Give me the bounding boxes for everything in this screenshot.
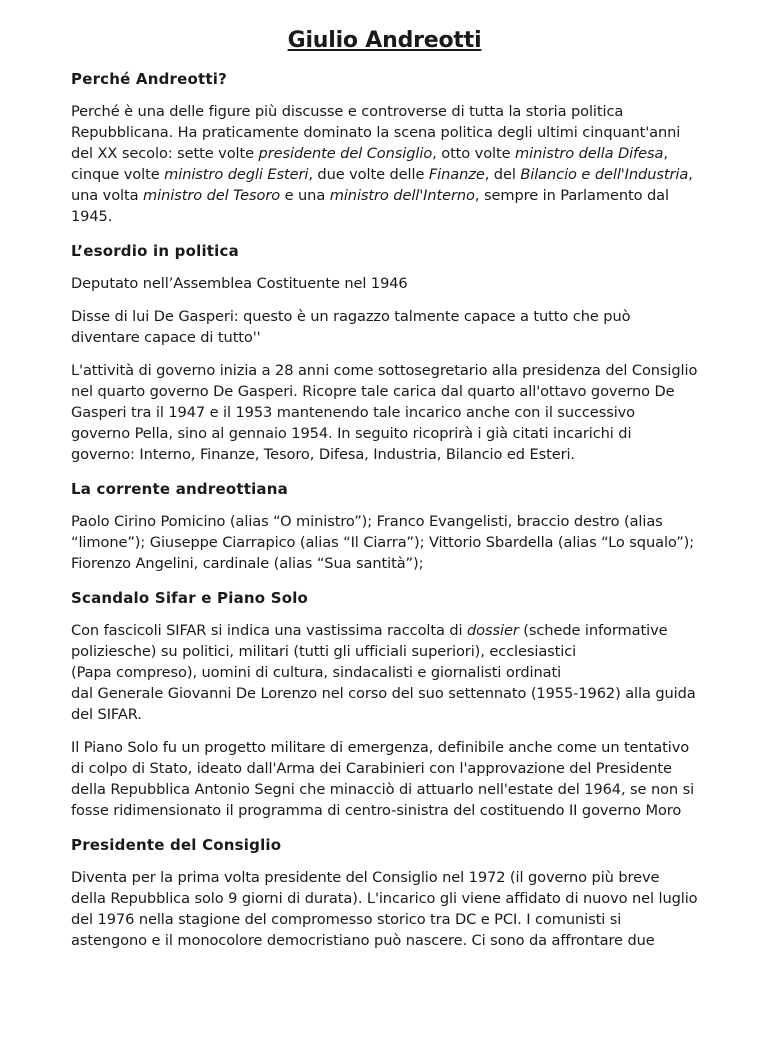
paragraph-piano-solo: Il Piano Solo fu un progetto militare di emergenza, definibile anche come un tentativo di colpo di Stato, ideato dall'Arma dei Carabinieri con l'approvazione del Presidente della Repubblica Antonio Segni che minacciò di attuarlo nell'estate del 1964, se non si fosse ridimensionato il programma di centro-sinistra del costituendo II governo Moro [71, 739, 695, 819]
section-heading-perche: Perché Andreotti? [71, 70, 228, 88]
paragraph-attivita-governo: L'attività di governo inizia a 28 anni come sottosegretario alla presidenza del Consiglio nel quarto governo De Gasperi. Ricopre tale carica dal quarto all'ottavo governo De Gasperi tra il 1947 e il 1953 mantenendo tale incarico anche con il successivo governo Pella, sino al gennaio 1954. In seguito ricoprirà i già citati incarichi di governo: Interno, Finanze, Tesoro, Difesa, Industria, Bilancio ed Esteri. [71, 362, 698, 463]
section-heading-sifar: Scandalo Sifar e Piano Solo [71, 589, 309, 607]
document-title: Giulio Andreotti [287, 28, 482, 53]
section-heading-esordio: L’esordio in politica [71, 242, 239, 260]
paragraph-presidente: Diventa per la prima volta presidente del Consiglio nel 1972 (il governo più breve della Repubblica solo 9 giorni di durata). L'incarico gli viene affidato di nuovo nel luglio del 1976 nella stagione del compromesso storico tra DC e PCI. I comunisti si astengono e il monocolore democristiano può nascere. Ci sono da affrontare due [71, 869, 698, 949]
paragraph-perche: Perché è una delle figure più discusse e controverse di tutta la storia politica Repubblicana. Ha praticamente dominato la scena politica degli ultimi cinquant'anni del XX secolo: sette volte presidente del Consiglio, otto volte ministro della Difesa, cinque volte ministro degli Esteri, due volte delle Finanze, del Bilancio e dell'Industria, una volta ministro del Tesoro e una ministro dell'Interno, sempre in Parlamento dal 1945. [71, 103, 693, 225]
paragraph-deputato: Deputato nell’Assemblea Costituente nel 1946 [71, 275, 408, 292]
paragraph-de-gasperi-quote: Disse di lui De Gasperi: questo è un ragazzo talmente capace a tutto che può diventare capace di tutto'' [71, 308, 631, 346]
paragraph-sifar: Con fascicoli SIFAR si indica una vastissima raccolta di dossier (schede informative poliziesche) su politici, militari (tutti gli ufficiali superiori), ecclesiastici (Papa compreso), uomini di cultura, sindacalisti e giornalisti ordinati dal Generale Giovanni De Lorenzo nel corso del suo settennato (1955-1962) alla guida del SIFAR. [71, 622, 696, 723]
section-heading-corrente: La corrente andreottiana [71, 480, 288, 498]
section-heading-presidente: Presidente del Consiglio [71, 836, 282, 854]
document-page [0, 28, 768, 1052]
paragraph-corrente: Paolo Cirino Pomicino (alias “O ministro”); Franco Evangelisti, braccio destro (alias “limone”); Giuseppe Ciarrapico (alias “Il Ciarra”); Vittorio Sbardella (alias “Lo squalo”); Fiorenzo Angelini, cardinale (alias “Sua santità”); [71, 513, 695, 572]
